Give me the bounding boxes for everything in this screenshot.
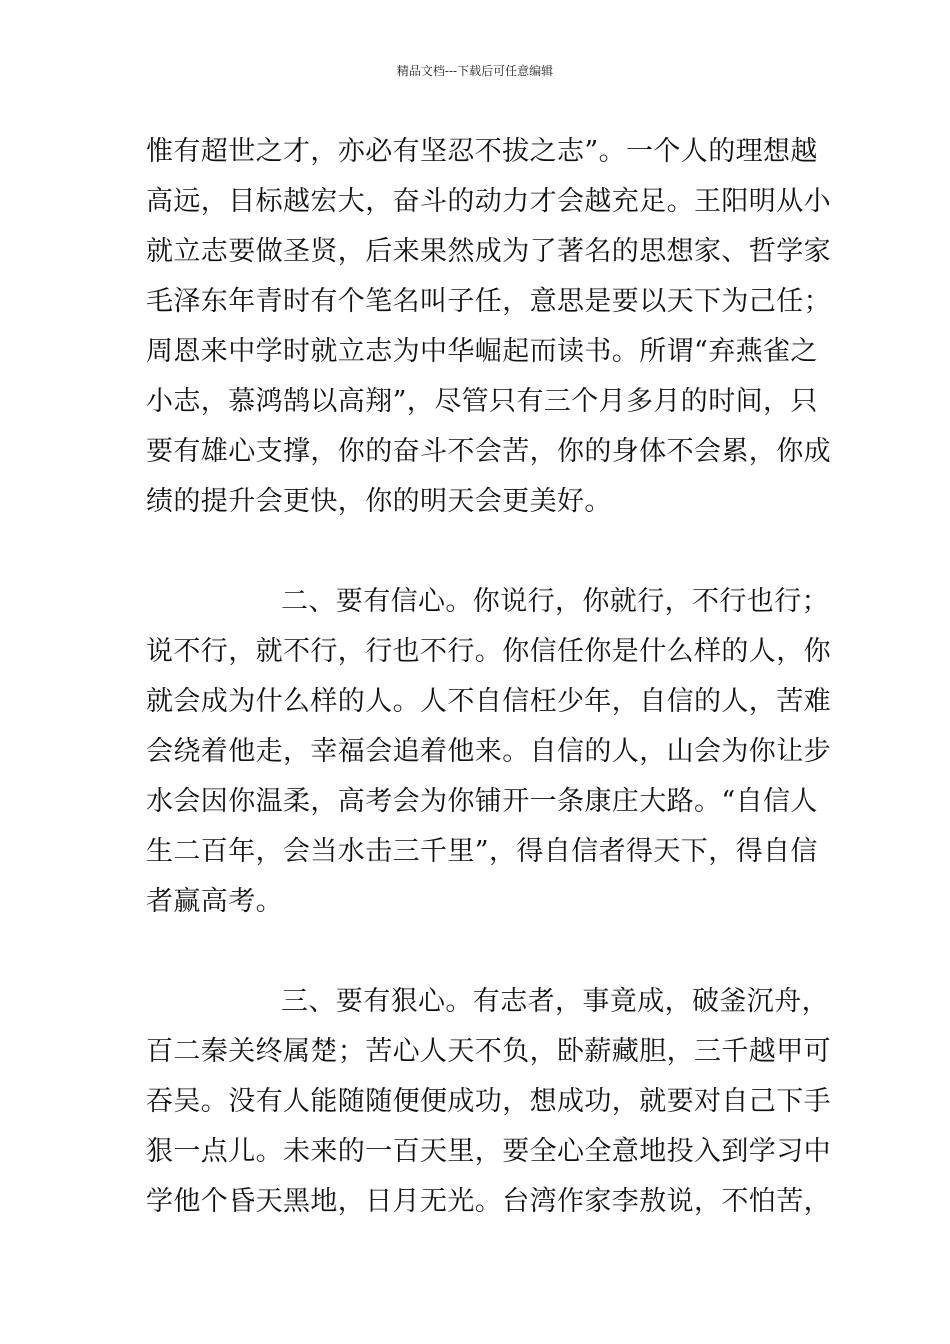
text-line: 要有雄心支撑，你的奋斗不会苦，你的身体不会累，你成: [146, 436, 831, 467]
text-line: 惟有超世之才，亦必有坚忍不拔之志”。一个人的理想越: [146, 136, 818, 167]
text-line: 就会成为什么样的人。人不自信枉少年，自信的人，苦难: [146, 686, 831, 717]
text-line: 吞吴。没有人能随随便便成功，想成功，就要对自己下手: [146, 1086, 831, 1117]
text-line: 绩的提升会更快，你的明天会更美好。: [146, 486, 612, 517]
text-line: 就立志要做圣贤，后来果然成为了著名的思想家、哲学家: [146, 236, 831, 267]
paragraph-1: [146, 127, 831, 527]
document-body: [146, 127, 831, 1227]
text-line: 高远，目标越宏大，奋斗的动力才会越充足。王阳明从小: [146, 186, 831, 217]
text-line: 周恩来中学时就立志为中华崛起而读书。所谓“弃燕雀之: [146, 336, 818, 367]
paragraph-2: [146, 577, 831, 927]
paragraph-3: [146, 977, 831, 1227]
text-line: 水会因你温柔，高考会为你铺开一条康庄大路。“自信人: [146, 786, 818, 817]
text-line: 生二百年，会当水击三千里”，得自信者得天下，得自信: [146, 836, 818, 867]
text-line: 小志，慕鸿鹄以高翔”，尽管只有三个月多月的时间，只: [146, 386, 818, 417]
page-header: 精品文档---下载后可任意编辑: [396, 64, 554, 78]
text-line: 狠一点儿。未来的一百天里，要全心全意地投入到学习中: [146, 1136, 831, 1167]
text-line: 百二秦关终属楚；苦心人天不负，卧薪藏胆，三千越甲可: [146, 1036, 831, 1067]
text-line: 二、要有信心。你说行，你就行，不行也行；: [281, 586, 829, 617]
text-line: 者赢高考。: [146, 886, 283, 917]
text-line: 会绕着他走，幸福会追着他来。自信的人，山会为你让步: [146, 736, 831, 767]
paragraph-spacer: [146, 527, 816, 577]
text-line: 说不行，就不行，行也不行。你信任你是什么样的人，你: [146, 636, 831, 667]
text-line: 学他个昏天黑地，日月无光。台湾作家李敖说，不怕苦，: [146, 1186, 831, 1217]
paragraph-spacer: [146, 927, 816, 977]
text-line: 三、要有狠心。有志者，事竟成，破釜沉舟，: [281, 986, 829, 1017]
text-line: 毛泽东年青时有个笔名叫子任，意思是要以天下为己任；: [146, 286, 831, 317]
